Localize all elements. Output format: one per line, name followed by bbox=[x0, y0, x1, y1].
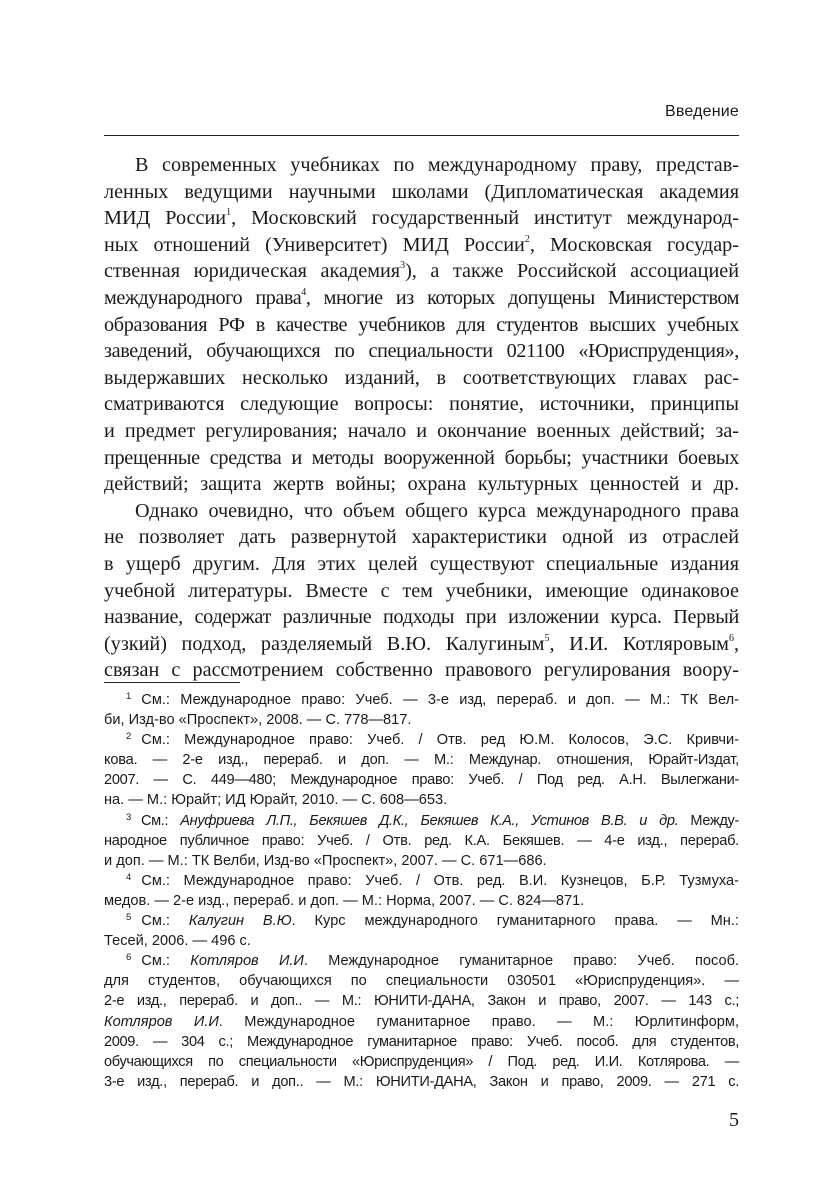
footnote-line: $^1$ См.: Международное право: Учеб. — 3-е изд, перераб. и доп. — М.: ТК Вел- bbox=[126, 691, 739, 708]
running-header: Введение bbox=[664, 103, 739, 120]
text-line: (узкий) подход, разделяемый В.Ю. Калугиным$^5$, И.И. Котляровым$^6$, bbox=[104, 632, 739, 655]
text-line: связан с рассмотрением собственно правового регулирования воору- bbox=[104, 659, 739, 682]
footnote-line: Котляров И.И. Международное гуманитарное право. — М.: Юрлитинформ, bbox=[104, 1013, 739, 1030]
text-line: ных отношений (Университет) МИД России$^2$, Московская государ- bbox=[104, 233, 739, 256]
text-line: В современных учебниках по международному праву, представ- bbox=[135, 154, 739, 176]
text-line: название, содержат различные подходы при изложении курса. Первый bbox=[104, 606, 739, 629]
text-line: учебной литературы. Вместе с тем учебники, имеющие одинаковое bbox=[104, 579, 739, 602]
text-line: ленных ведущими научными школами (Дипломатическая академия bbox=[104, 180, 739, 203]
text-line: в ущерб другим. Для этих целей существуют специальные издания bbox=[104, 552, 739, 575]
paragraph-2 bbox=[104, 498, 739, 684]
footnote-number: 2 bbox=[126, 731, 132, 743]
footnote-number: 4 bbox=[126, 871, 132, 883]
footnote-line: 3-е изд., перераб. и доп.. — М.: ЮНИТИ-ДАНА, Закон и право, 2009. — 271 с. bbox=[104, 1073, 739, 1090]
text-line: образования РФ в качестве учебников для студентов высших учебных bbox=[104, 313, 739, 336]
footnote-line: $^4$ См.: Международное право: Учеб. / Отв. ред. В.И. Кузнецов, Б.Р. Тузмуха- bbox=[126, 871, 739, 889]
footnote-5 bbox=[104, 911, 739, 951]
footnote-line: $^5$ См.: Калугин В.Ю. Курс международного гуманитарного права. — Мн.: bbox=[126, 912, 739, 930]
footnote-line: и доп. — М.: ТК Велби, Изд-во «Проспект», 2007. — С. 671—686. bbox=[104, 852, 547, 869]
footnote-line: би, Изд-во «Проспект», 2008. — С. 778—817. bbox=[104, 712, 412, 729]
footnote-4 bbox=[104, 871, 739, 911]
text-line: прещенные средства и методы вооруженной борьбы; участники боевых bbox=[104, 446, 739, 469]
text-line: заведений, обучающихся по специальности 021100 «Юриспруденция», bbox=[104, 340, 739, 363]
footnote-line: для студентов, обучающихся по специальности 030501 «Юриспруденция». — bbox=[104, 973, 739, 990]
footnote-ref[interactable]: 4 bbox=[301, 286, 306, 298]
main-text bbox=[104, 152, 739, 684]
footnote-2 bbox=[104, 730, 739, 810]
paragraph-1 bbox=[104, 152, 739, 498]
page-number: 5 bbox=[729, 1109, 739, 1131]
footnote-line: 2-е изд., перераб. и доп.. — М.: ЮНИТИ-ДАНА, Закон и право, 2007. — 143 с.; bbox=[104, 993, 739, 1010]
footnote-1 bbox=[104, 690, 739, 730]
text-line: МИД России$^1$, Московский государственный институт международ- bbox=[104, 207, 739, 230]
footnotes bbox=[104, 690, 739, 1092]
text-line: и предмет регулирования; начало и окончание военных действий; за- bbox=[104, 419, 739, 442]
text-line: выдержавших несколько изданий, в соответствующих главах рас- bbox=[104, 366, 739, 389]
footnote-line: $^2$ См.: Международное право: Учеб. / Отв. ред Ю.М. Колосов, Э.С. Кривчи- bbox=[126, 731, 739, 749]
text-line: не позволяет дать развернутой характеристики одной из отраслей bbox=[104, 526, 739, 549]
footnote-3 bbox=[104, 811, 739, 871]
footnote-line: обучающихся по специальности «Юриспруденция» / Под. ред. И.И. Котлярова. — bbox=[104, 1053, 739, 1070]
footnote-ref[interactable]: 5 bbox=[544, 632, 550, 644]
footnote-line: Тесей, 2006. — 496 с. bbox=[104, 933, 251, 950]
footnote-number: 5 bbox=[126, 912, 132, 924]
header-rule bbox=[104, 135, 739, 136]
text-line: международного права$^4$, многие из которых допущены Министерством bbox=[104, 286, 739, 309]
footnote-line: $^3$ См.: Ануфриева Л.П., Бекяшев Д.К., Бекяшев К.А., Устинов В.В. и др. Между- bbox=[126, 811, 739, 829]
footnote-line: народное публичное право: Учеб. / Отв. ред. К.А. Бекяшев. — 4-е изд., перераб. bbox=[104, 832, 739, 849]
footnote-number: 6 bbox=[126, 952, 132, 964]
footnote-ref[interactable]: 6 bbox=[728, 632, 734, 644]
footnote-line: 2007. — С. 449—480; Международное право: Учеб. / Под ред. А.Н. Вылегжани- bbox=[104, 772, 739, 789]
text-line: ственная юридическая академия$^3$), а также Российской ассоциацией bbox=[104, 260, 740, 283]
footnote-ref[interactable]: 3 bbox=[400, 260, 406, 272]
text-line: действий; защита жертв войны; охрана культурных ценностей и др. bbox=[104, 473, 739, 496]
footnote-number: 1 bbox=[126, 691, 132, 702]
text-line: Однако очевидно, что объем общего курса международного права bbox=[135, 499, 739, 522]
footnote-line: $^6$ См.: Котляров И.И. Международное гуманитарное право: Учеб. пособ. bbox=[126, 952, 739, 970]
footnote-line: на. — М.: Юрайт; ИД Юрайт, 2010. — С. 608—653. bbox=[104, 792, 448, 809]
footnote-line: медов. — 2-е изд., перераб. и доп. — М.: Норма, 2007. — С. 824—871. bbox=[104, 892, 585, 909]
footnote-6 bbox=[104, 951, 739, 1092]
footnote-line: кова. — 2-е изд., перераб. и доп. — М.: Междунар. отношения, Юрайт-Издат, bbox=[104, 752, 739, 769]
footnote-number: 3 bbox=[126, 811, 131, 823]
footnote-line: 2009. — 304 с.; Международное гуманитарное право: Учеб. пособ. для студентов, bbox=[104, 1033, 739, 1050]
footnote-separator bbox=[104, 682, 240, 683]
footnote-ref[interactable]: 2 bbox=[524, 233, 530, 245]
text-line: сматриваются следующие вопросы: понятие, источники, принципы bbox=[104, 393, 739, 416]
footnote-ref[interactable]: 1 bbox=[226, 207, 232, 219]
